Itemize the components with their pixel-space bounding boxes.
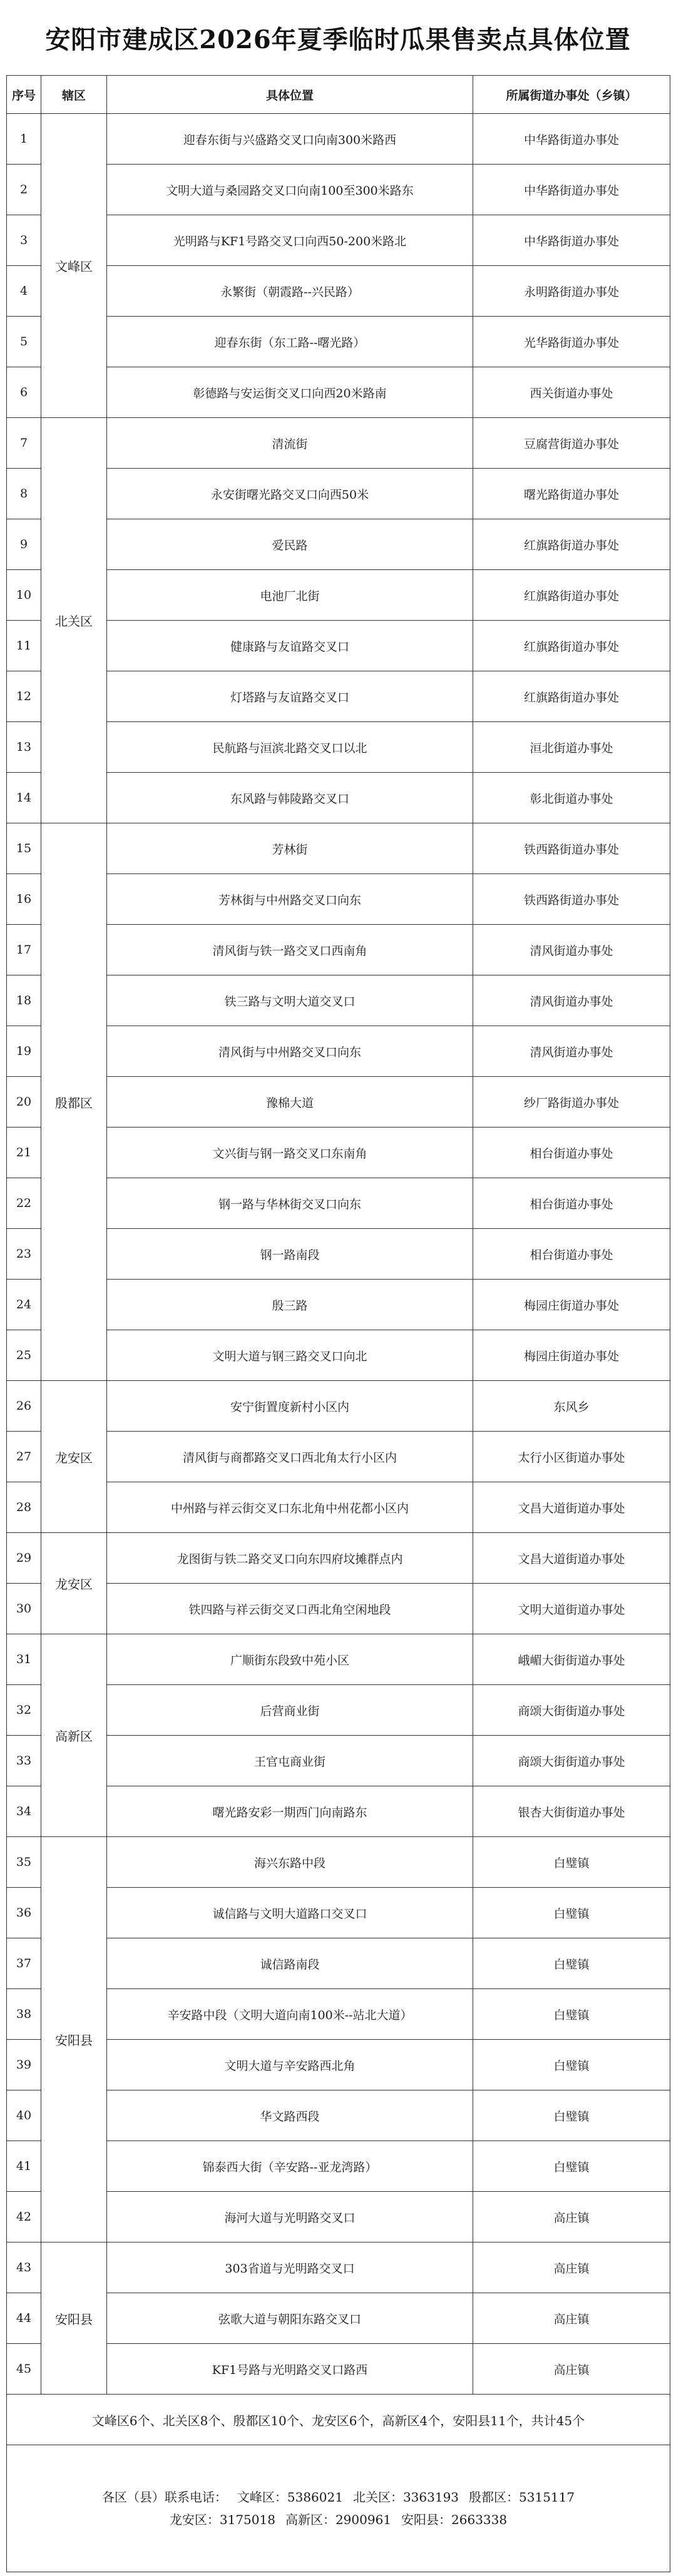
table-row <box>7 2243 670 2293</box>
district-cell: 龙安区 <box>41 1381 107 1533</box>
office-cell: 红旗路街道办事处 <box>473 671 670 722</box>
location-cell: 华文路西段 <box>107 2090 473 2141</box>
office-cell: 西关街道办事处 <box>473 367 670 418</box>
location-cell: 铁三路与文明大道交叉口 <box>107 975 473 1026</box>
table-row <box>7 418 670 469</box>
row-number: 30 <box>7 1584 41 1634</box>
district-cell: 安阳县 <box>41 1837 107 2243</box>
location-cell: 安宁街置度新村小区内 <box>107 1381 473 1432</box>
office-cell: 彰北街道办事处 <box>473 773 670 823</box>
row-number: 29 <box>7 1533 41 1584</box>
location-cell: 文明大道与辛安路西北角 <box>107 2040 473 2090</box>
table-row <box>7 1533 670 1584</box>
location-cell: KF1号路与光明路交叉口路西 <box>107 2344 473 2395</box>
office-cell: 东风乡 <box>473 1381 670 1432</box>
contact-phone: 龙安区：3175018 <box>169 2512 275 2527</box>
office-cell: 高庄镇 <box>473 2243 670 2293</box>
row-number: 1 <box>7 114 41 165</box>
office-cell: 清风街道办事处 <box>473 1026 670 1077</box>
locations-table <box>6 75 670 2572</box>
row-number: 6 <box>7 367 41 418</box>
location-cell: 海兴东路中段 <box>107 1837 473 1888</box>
office-cell: 文昌大道街道办事处 <box>473 1533 670 1584</box>
location-cell: 清风街与商都路交叉口西北角太行小区内 <box>107 1432 473 1482</box>
location-cell: 健康路与友谊路交叉口 <box>107 621 473 671</box>
location-cell: 永安街曙光路交叉口向西50米 <box>107 469 473 519</box>
row-number: 43 <box>7 2243 41 2293</box>
row-number: 16 <box>7 874 41 925</box>
row-number: 19 <box>7 1026 41 1077</box>
office-cell: 相台街道办事处 <box>473 1178 670 1229</box>
office-cell: 相台街道办事处 <box>473 1128 670 1178</box>
row-number: 24 <box>7 1280 41 1330</box>
office-cell: 白璧镇 <box>473 1837 670 1888</box>
location-cell: 铁四路与祥云街交叉口西北角空闲地段 <box>107 1584 473 1634</box>
location-cell: 曙光路安彩一期西门向南路东 <box>107 1786 473 1837</box>
office-cell: 高庄镇 <box>473 2344 670 2395</box>
location-cell: 后营商业街 <box>107 1685 473 1736</box>
office-cell: 白璧镇 <box>473 2040 670 2090</box>
location-cell: 文明大道与钢三路交叉口向北 <box>107 1330 473 1381</box>
location-cell: 广顺街东段致中苑小区 <box>107 1634 473 1685</box>
row-number: 3 <box>7 215 41 266</box>
contact-phone: 北关区：3363193 <box>352 2490 459 2505</box>
location-cell: 光明路与KF1号路交叉口向西50-200米路北 <box>107 215 473 266</box>
row-number: 37 <box>7 1938 41 1989</box>
office-cell: 红旗路街道办事处 <box>473 570 670 621</box>
row-number: 41 <box>7 2141 41 2192</box>
office-cell: 峨嵋大街街道办事处 <box>473 1634 670 1685</box>
district-cell: 高新区 <box>41 1634 107 1837</box>
row-number: 9 <box>7 519 41 570</box>
contacts-line-2 <box>32 2508 645 2531</box>
header-no: 序号 <box>7 76 41 114</box>
row-number: 21 <box>7 1128 41 1178</box>
office-cell: 红旗路街道办事处 <box>473 621 670 671</box>
contacts-cell <box>7 2445 670 2572</box>
location-cell: 彰德路与安运街交叉口向西20米路南 <box>107 367 473 418</box>
row-number: 45 <box>7 2344 41 2395</box>
contacts-lead: 各区（县）联系电话： <box>101 2490 227 2505</box>
summary-text: 文峰区6个、北关区8个、殷都区10个、龙安区6个，高新区4个，安阳县11个，共计45个 <box>7 2395 670 2445</box>
district-cell: 北关区 <box>41 418 107 823</box>
document-title: 安阳市建成区2026年夏季临时瓜果售卖点具体位置 <box>45 24 631 54</box>
location-cell: 电池厂北街 <box>107 570 473 621</box>
row-number: 34 <box>7 1786 41 1837</box>
table-row <box>7 1634 670 1685</box>
office-cell: 白璧镇 <box>473 1888 670 1938</box>
contact-phone: 文峰区：5386021 <box>237 2490 343 2505</box>
row-number: 31 <box>7 1634 41 1685</box>
office-cell: 清风街道办事处 <box>473 975 670 1026</box>
row-number: 8 <box>7 469 41 519</box>
row-number: 20 <box>7 1077 41 1128</box>
row-number: 40 <box>7 2090 41 2141</box>
row-number: 32 <box>7 1685 41 1736</box>
location-cell: 龙图街与铁二路交叉口向东四府坟摊群点内 <box>107 1533 473 1584</box>
summary-row <box>7 2395 670 2445</box>
office-cell: 相台街道办事处 <box>473 1229 670 1280</box>
row-number: 23 <box>7 1229 41 1280</box>
row-number: 25 <box>7 1330 41 1381</box>
row-number: 4 <box>7 266 41 317</box>
office-cell: 白璧镇 <box>473 1938 670 1989</box>
table-row <box>7 1381 670 1432</box>
office-cell: 白璧镇 <box>473 2090 670 2141</box>
office-cell: 商颂大街街道办事处 <box>473 1685 670 1736</box>
location-cell: 永繁街（朝霞路--兴民路） <box>107 266 473 317</box>
row-number: 22 <box>7 1178 41 1229</box>
row-number: 28 <box>7 1482 41 1533</box>
location-cell: 爱民路 <box>107 519 473 570</box>
table-row <box>7 823 670 874</box>
location-cell: 王官屯商业街 <box>107 1736 473 1786</box>
office-cell: 光华路街道办事处 <box>473 317 670 367</box>
office-cell: 梅园庄街道办事处 <box>473 1330 670 1381</box>
office-cell: 文明大道街道办事处 <box>473 1584 670 1634</box>
office-cell: 曙光路街道办事处 <box>473 469 670 519</box>
office-cell: 太行小区街道办事处 <box>473 1432 670 1482</box>
district-cell: 文峰区 <box>41 114 107 418</box>
location-cell: 迎春东街与兴盛路交叉口向南300米路西 <box>107 114 473 165</box>
location-cell: 诚信路南段 <box>107 1938 473 1989</box>
location-cell: 钢一路与华林街交叉口向东 <box>107 1178 473 1229</box>
row-number: 27 <box>7 1432 41 1482</box>
contact-phone: 殷都区：5315117 <box>469 2490 575 2505</box>
row-number: 14 <box>7 773 41 823</box>
row-number: 42 <box>7 2192 41 2243</box>
location-cell: 弦歌大道与朝阳东路交叉口 <box>107 2293 473 2344</box>
header-district: 辖区 <box>41 76 107 114</box>
office-cell: 梅园庄街道办事处 <box>473 1280 670 1330</box>
location-cell: 清风街与中州路交叉口向东 <box>107 1026 473 1077</box>
location-cell: 锦泰西大街（辛安路--亚龙湾路） <box>107 2141 473 2192</box>
location-cell: 清流街 <box>107 418 473 469</box>
row-number: 12 <box>7 671 41 722</box>
row-number: 39 <box>7 2040 41 2090</box>
district-cell: 殷都区 <box>41 823 107 1381</box>
table-row <box>7 1837 670 1888</box>
office-cell: 红旗路街道办事处 <box>473 519 670 570</box>
office-cell: 商颂大街街道办事处 <box>473 1736 670 1786</box>
contacts-line-1 <box>32 2486 645 2508</box>
location-cell: 迎春东街（东工路--曙光路） <box>107 317 473 367</box>
office-cell: 银杏大街街道办事处 <box>473 1786 670 1837</box>
table-header-row <box>7 76 670 114</box>
location-cell: 芳林街与中州路交叉口向东 <box>107 874 473 925</box>
office-cell: 洹北街道办事处 <box>473 722 670 773</box>
row-number: 2 <box>7 165 41 215</box>
location-cell: 芳林街 <box>107 823 473 874</box>
office-cell: 中华路街道办事处 <box>473 215 670 266</box>
location-cell: 灯塔路与友谊路交叉口 <box>107 671 473 722</box>
location-cell: 文兴街与钢一路交叉口东南角 <box>107 1128 473 1178</box>
office-cell: 铁西路街道办事处 <box>473 874 670 925</box>
office-cell: 铁西路街道办事处 <box>473 823 670 874</box>
header-location: 具体位置 <box>107 76 473 114</box>
location-cell: 海河大道与光明路交叉口 <box>107 2192 473 2243</box>
office-cell: 高庄镇 <box>473 2293 670 2344</box>
office-cell: 清风街道办事处 <box>473 925 670 975</box>
row-number: 26 <box>7 1381 41 1432</box>
row-number: 36 <box>7 1888 41 1938</box>
contact-phone: 安阳县：2663338 <box>401 2512 508 2527</box>
header-office: 所属街道办事处（乡镇） <box>473 76 670 114</box>
location-cell: 诚信路与文明大道路口交叉口 <box>107 1888 473 1938</box>
office-cell: 豆腐营街道办事处 <box>473 418 670 469</box>
row-number: 38 <box>7 1989 41 2040</box>
district-cell: 龙安区 <box>41 1533 107 1634</box>
office-cell: 中华路街道办事处 <box>473 165 670 215</box>
location-cell: 殷三路 <box>107 1280 473 1330</box>
row-number: 18 <box>7 975 41 1026</box>
row-number: 13 <box>7 722 41 773</box>
location-cell: 东风路与韩陵路交叉口 <box>107 773 473 823</box>
row-number: 35 <box>7 1837 41 1888</box>
location-cell: 303省道与光明路交叉口 <box>107 2243 473 2293</box>
office-cell: 高庄镇 <box>473 2192 670 2243</box>
office-cell: 白璧镇 <box>473 2141 670 2192</box>
row-number: 33 <box>7 1736 41 1786</box>
table-row <box>7 114 670 165</box>
row-number: 44 <box>7 2293 41 2344</box>
location-cell: 辛安路中段（文明大道向南100米--站北大道） <box>107 1989 473 2040</box>
location-cell: 清风街与铁一路交叉口西南角 <box>107 925 473 975</box>
office-cell: 永明路街道办事处 <box>473 266 670 317</box>
location-cell: 民航路与洹滨北路交叉口以北 <box>107 722 473 773</box>
location-cell: 文明大道与桑园路交叉口向南100至300米路东 <box>107 165 473 215</box>
row-number: 17 <box>7 925 41 975</box>
row-number: 5 <box>7 317 41 367</box>
location-cell: 豫棉大道 <box>107 1077 473 1128</box>
location-cell: 中州路与祥云街交叉口东北角中州花都小区内 <box>107 1482 473 1533</box>
office-cell: 白璧镇 <box>473 1989 670 2040</box>
row-number: 7 <box>7 418 41 469</box>
office-cell: 纱厂路街道办事处 <box>473 1077 670 1128</box>
contacts-row <box>7 2445 670 2572</box>
contact-phone: 高新区：2900961 <box>285 2512 392 2527</box>
row-number: 10 <box>7 570 41 621</box>
office-cell: 中华路街道办事处 <box>473 114 670 165</box>
table-body <box>7 114 670 2395</box>
office-cell: 文昌大道街道办事处 <box>473 1482 670 1533</box>
row-number: 15 <box>7 823 41 874</box>
district-cell: 安阳县 <box>41 2243 107 2395</box>
location-cell: 钢一路南段 <box>107 1229 473 1280</box>
row-number: 11 <box>7 621 41 671</box>
